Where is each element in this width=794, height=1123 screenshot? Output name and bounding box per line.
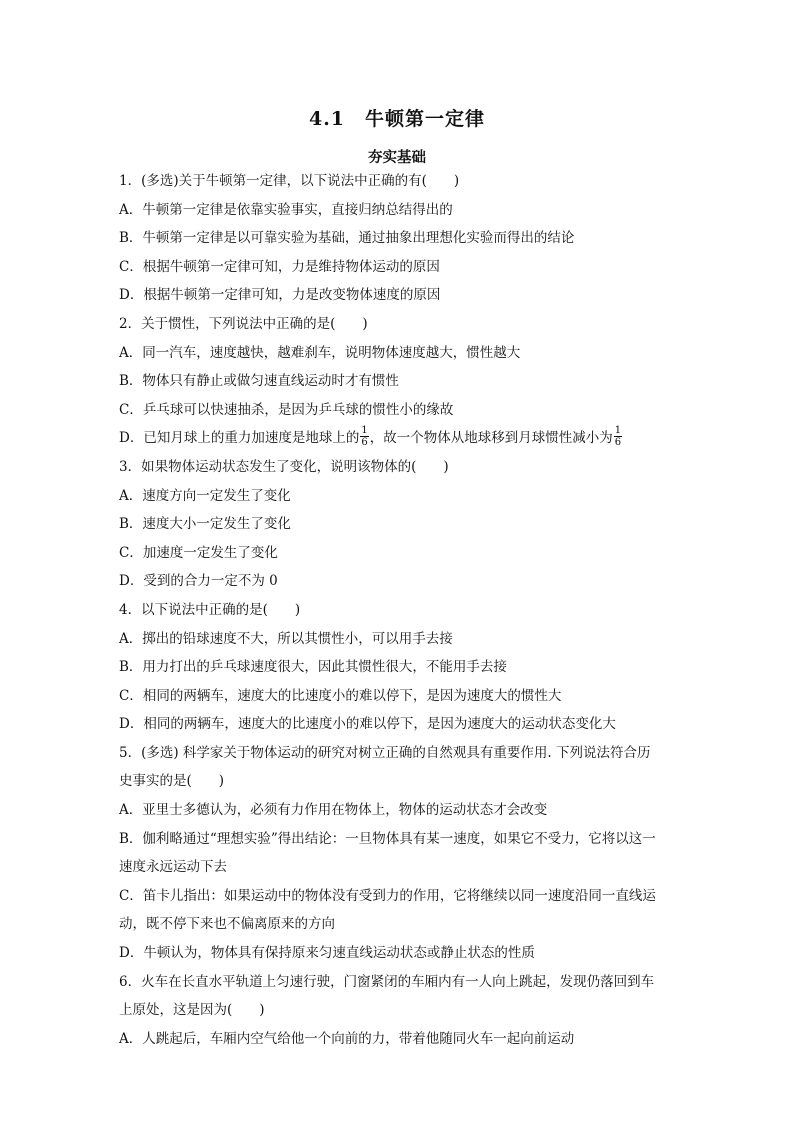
question-1-stem: 1．(多选)关于牛顿第一定律，以下说法中正确的有( ) [119,173,460,189]
question-1-option-a: A．牛顿第一定律是依靠实验事实，直接归纳总结得出的 [119,201,453,218]
question-2-stem: 2．关于惯性，下列说法中正确的是( ) [119,315,368,332]
question-4-option-b: B．用力打出的乒乓球速度很大，因此其惯性很大，不能用手去接 [119,659,507,676]
option-d-text-part2: ，故一个物体从地球移到月球惯性减小为 [369,430,613,447]
question-5-option-a: A．亚里士多德认为，必须有力作用在物体上，物体的运动状态才会改变 [119,802,548,819]
question-3-option-b: B．速度大小一定发生了变化 [119,516,291,533]
question-5-option-c-line-2: 动，既不停下来也不偏离原来的方向 [119,916,335,933]
question-6-option-a: A．人跳起后，车厢内空气给他一个向前的力，带着他随同火车一起向前运动 [119,1030,575,1047]
fraction-denominator: 6 [361,437,368,449]
question-3-option-d: D．受到的合力一定不为 0 [119,573,278,590]
section-heading: 夯实基础 [368,149,426,166]
question-4-option-a: A．掷出的铅球速度不大，所以其惯性小，可以用手去接 [119,630,453,647]
question-1-option-b: B．牛顿第一定律是以可靠实验为基础，通过抽象出理想化实验而得出的结论 [119,230,575,247]
question-6-stem-line-2: 上原处，这是因为( ) [119,1002,265,1019]
question-2-option-d [119,424,679,453]
question-5-stem-line-2: 史事实的是( ) [119,773,225,790]
question-3-option-a: A．速度方向一定发生了变化 [119,487,291,504]
question-5-option-b-line-1: B．伽利略通过“理想实验”得出结论：一旦物体具有某一速度，如果它不受力，它将以这一 [119,830,656,847]
fraction-one-sixth-end [614,425,622,448]
question-list [119,167,679,1053]
question-4-option-d: D．相同的两辆车，速度大的比速度小的难以停下，是因为速度大的运动状态变化大 [119,716,616,733]
question-4-option-c: C．相同的两辆车，速度大的比速度小的难以停下，是因为速度大的惯性大 [119,687,562,704]
question-1-option-c: C．根据牛顿第一定律可知，力是维持物体运动的原因 [119,258,440,275]
question-2-option-a: A．同一汽车，速度越快，越难刹车，说明物体速度越大，惯性越大 [119,344,521,361]
question-4-stem: 4．以下说法中正确的是( ) [119,601,301,618]
question-5-stem-line-1: 5．(多选) 科学家关于物体运动的研究对树立正确的自然观具有重要作用. 下列说法符合历 [119,744,651,761]
question-3-stem: 3．如果物体运动状态发生了变化，说明该物体的( ) [119,458,449,475]
page-title: 4.1 牛顿第一定律 [308,108,486,130]
question-2-option-b: B．物体只有静止或做匀速直线运动时才有惯性 [119,373,399,390]
question-2-option-c: C．乒乓球可以快速抽杀，是因为乒乓球的惯性小的缘故 [119,401,454,418]
question-1-option-d: D．根据牛顿第一定律可知，力是改变物体速度的原因 [119,287,441,304]
fraction-one-sixth [360,425,368,448]
question-3-option-c: C．加速度一定发生了变化 [119,544,278,561]
fraction-denominator: 6 [614,437,622,449]
option-d-text-part1: D．已知月球上的重力加速度是地球上的 [119,430,360,447]
question-5-option-c-line-1: C．笛卡儿指出：如果运动中的物体没有受到力的作用，它将继续以同一速度沿同一直线运 [119,887,656,904]
question-6-stem-line-1: 6．火车在长直水平轨道上匀速行驶，门窗紧闭的车厢内有一人向上跳起，发现仍落回到车 [119,973,655,990]
question-5-option-d: D．牛顿认为，物体具有保持原来匀速直线运动状态或静止状态的性质 [119,945,535,962]
question-5-option-b-line-2: 速度永远运动下去 [119,859,227,876]
fraction-numerator: 1 [361,425,368,437]
fraction-numerator: 1 [614,425,622,437]
